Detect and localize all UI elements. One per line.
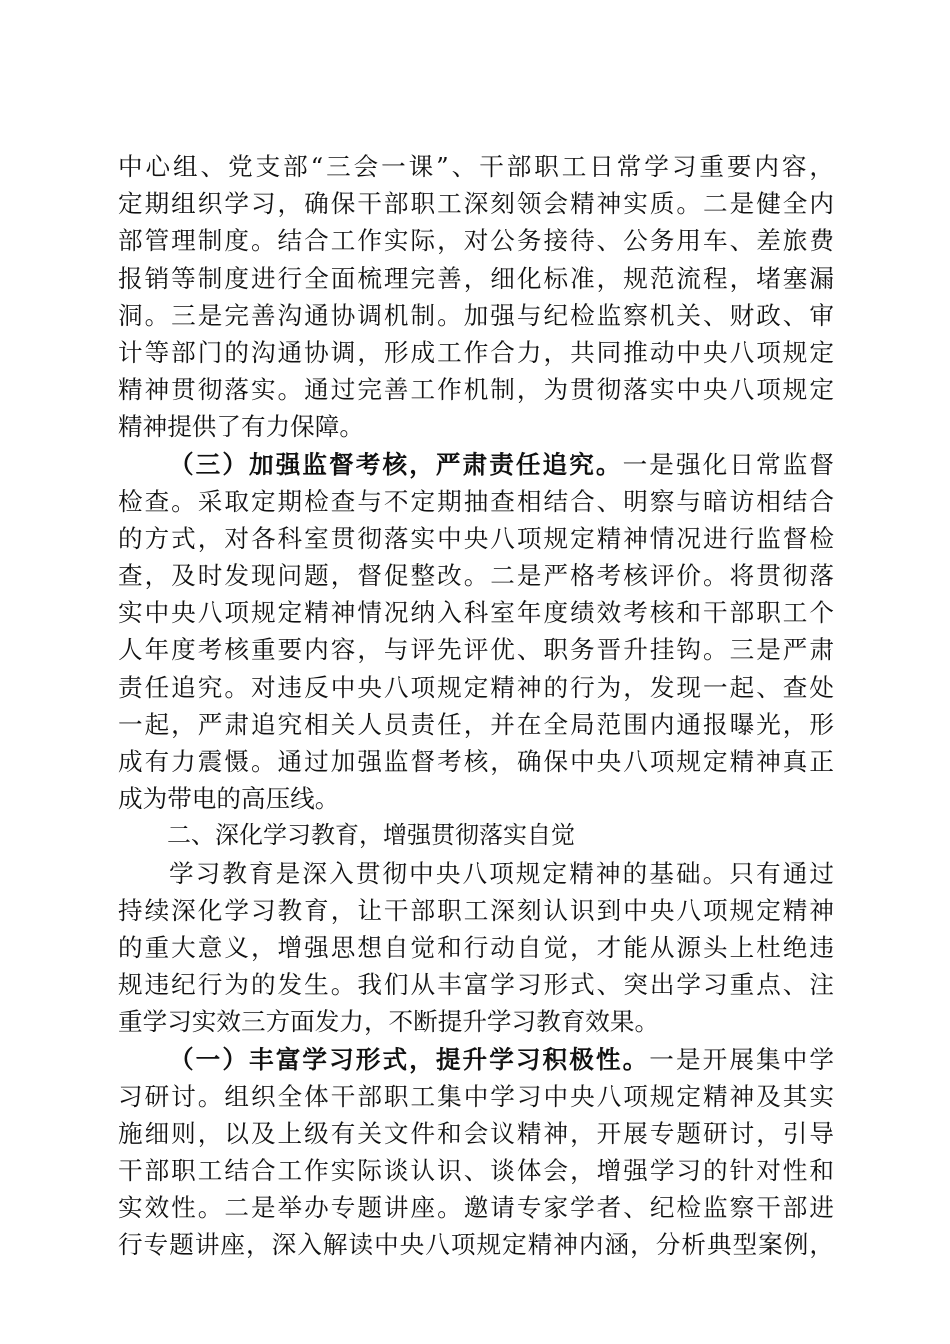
text-line: 计等部门的沟通协调，形成工作合力，共同推动中央八项规定 (118, 337, 834, 367)
text-line: 报销等制度进行全面梳理完善，细化标准，规范流程，堵塞漏 (118, 263, 834, 293)
text-line: 检查。采取定期检查与不定期抽查相结合、明察与暗访相结合 (118, 486, 834, 516)
text-line: 一起，严肃追究相关人员责任，并在全局范围内通报曝光，形 (118, 709, 834, 739)
paragraph-section2-part1 (118, 1041, 834, 1264)
paragraph-section1-part2-continued (118, 148, 834, 446)
text-line: 查，及时发现问题，督促整改。二是严格考核评价。将贯彻落 (118, 561, 834, 591)
text-line: 重学习实效三方面发力，不断提升学习教育效果。 (118, 1007, 660, 1037)
text-line: 实效性。二是举办专题讲座。邀请专家学者、纪检监察干部进 (118, 1193, 834, 1223)
text-line: 干部职工结合工作实际谈认识、谈体会，增强学习的针对性和 (118, 1156, 834, 1186)
text-line: 精神提供了有力保障。 (118, 412, 364, 442)
text-line: 学习教育是深入贯彻中央八项规定精神的基础。只有通过 (169, 858, 834, 888)
text-line: 持续深化学习教育，让干部职工深刻认识到中央八项规定精神 (118, 895, 834, 925)
text-line: 行专题讲座，深入解读中央八项规定精神内涵，分析典型案例， (118, 1230, 834, 1260)
text-line: 洞。三是完善沟通协调机制。加强与纪检监察机关、财政、审 (118, 300, 834, 330)
text-line (118, 446, 834, 483)
section-heading-2: 二、深化学习教育，增强贯彻落实自觉 (167, 821, 575, 850)
text-line: 定期组织学习，确保干部职工深刻领会精神实质。二是健全内 (118, 189, 834, 219)
text-line: 规违纪行为的发生。我们从丰富学习形式、突出学习重点、注 (118, 970, 834, 1000)
text-line: 实中央八项规定精神情况纳入科室年度绩效考核和干部职工个 (118, 598, 834, 628)
text-line (118, 1041, 834, 1078)
text-line: 中心组、党支部“三会一课”、干部职工日常学习重要内容， (118, 152, 834, 181)
text-line: 部管理制度。结合工作实际，对公务接待、公务用车、差旅费 (118, 226, 834, 256)
text-line: 的重大意义，增强思想自觉和行动自觉，才能从源头上杜绝违 (118, 932, 834, 962)
text-line: 的方式，对各科室贯彻落实中央八项规定精神情况进行监督检 (118, 523, 834, 553)
line-rest: 一是强化日常监督 (622, 449, 834, 479)
subsection-title-3: （三）加强监督考核，严肃责任追究。 (169, 449, 623, 479)
text-line: 施细则，以及上级有关文件和会议精神，开展专题研讨，引导 (118, 1118, 834, 1148)
paragraph-section1-part3 (118, 446, 834, 818)
subsection-title-1: （一）丰富学习形式，提升学习积极性。 (169, 1044, 650, 1074)
text-line: 成有力震慑。通过加强监督考核，确保中央八项规定精神真正 (118, 747, 834, 776)
text-line: 成为带电的高压线。 (118, 784, 340, 814)
text-line: 人年度考核重要内容，与评先评优、职务晋升挂钩。三是严肃 (118, 635, 834, 665)
document-body (118, 148, 834, 1264)
text-line: 精神贯彻落实。通过完善工作机制，为贯彻落实中央八项规定 (118, 375, 834, 405)
paragraph-section2-intro (118, 855, 834, 1041)
line-rest: 一是开展集中学 (649, 1044, 834, 1074)
text-line: 责任追究。对违反中央八项规定精神的行为，发现一起、查处 (118, 672, 834, 702)
text-line: 习研讨。组织全体干部职工集中学习中央八项规定精神及其实 (118, 1081, 834, 1111)
